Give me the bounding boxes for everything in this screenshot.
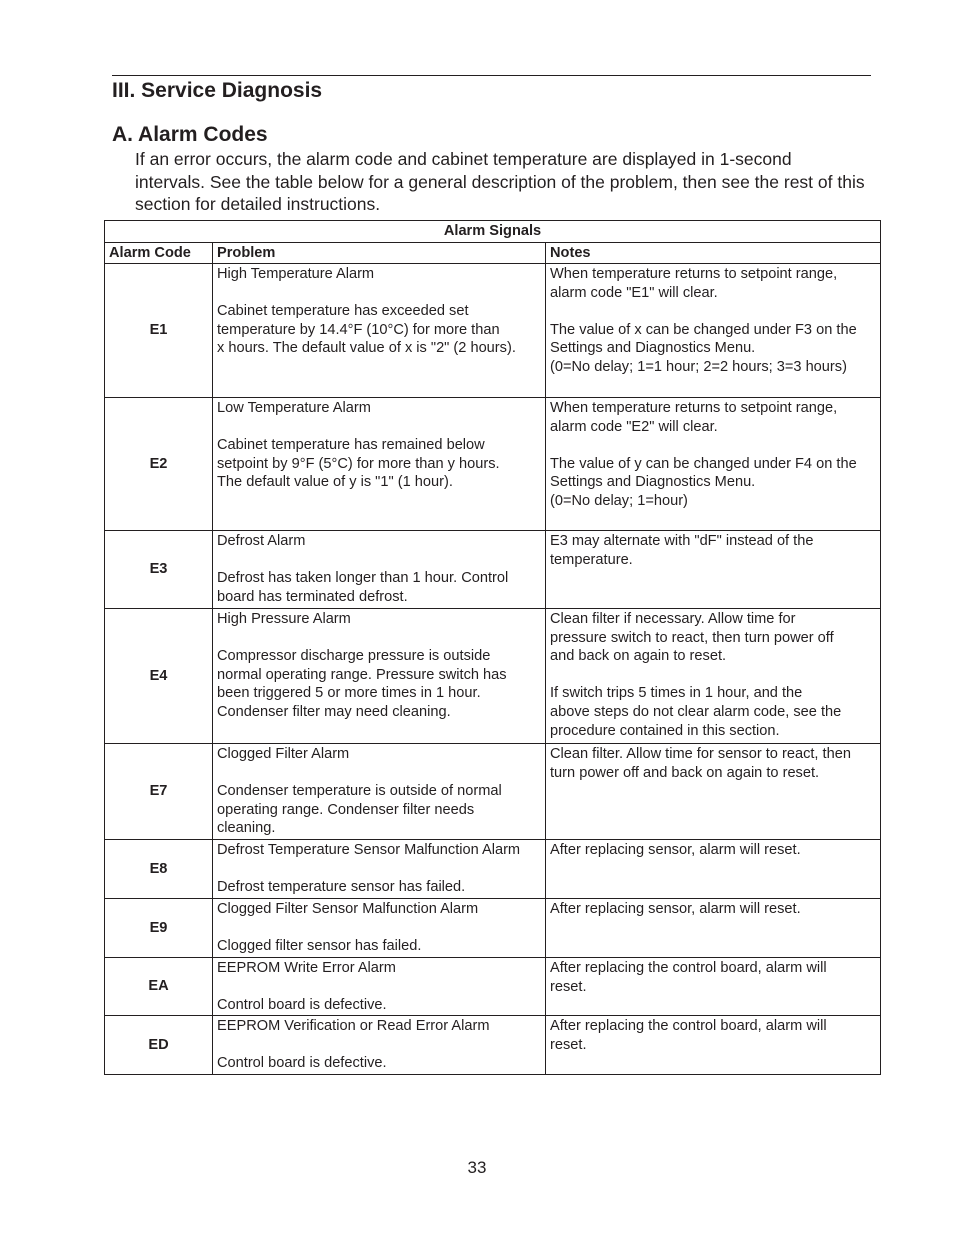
problem-title: High Temperature Alarm: [217, 266, 375, 282]
notes-line: E3 may alternate with "dF" instead of the: [550, 533, 814, 549]
problem-line: Cabinet temperature has exceeded set: [217, 303, 469, 320]
notes-line: turn power off and back on again to reset.: [550, 764, 820, 781]
notes-cell: [546, 899, 881, 958]
notes-line: procedure contained in this section.: [550, 722, 780, 739]
problem-title: High Pressure Alarm: [217, 611, 351, 627]
notes-cell: [546, 609, 881, 744]
notes-line: reset.: [550, 978, 587, 995]
problem-line: Defrost has taken longer than 1 hour. Control: [217, 570, 509, 587]
alarm-code-cell: E1: [105, 264, 213, 398]
problem-line: normal operating range. Pressure switch has: [217, 666, 507, 683]
table-row: [105, 899, 881, 958]
notes-cell: [546, 744, 881, 840]
notes-line: After replacing the control board, alarm will: [550, 960, 827, 976]
notes-line: After replacing sensor, alarm will reset.: [550, 842, 801, 858]
problem-line: Condenser temperature is outside of normal: [217, 783, 502, 800]
notes-line: Clean filter. Allow time for sensor to react, then: [550, 746, 851, 762]
problem-title: Defrost Alarm: [217, 533, 306, 549]
problem-line: Condenser filter may need cleaning.: [217, 703, 451, 720]
problem-line: operating range. Condenser filter needs: [217, 801, 475, 818]
problem-line: The default value of y is "1" (1 hour).: [217, 474, 453, 491]
alarm-code-cell: E9: [105, 899, 213, 958]
header-problem: Problem: [213, 243, 546, 264]
table-row: [105, 744, 881, 840]
table-row: [105, 264, 881, 398]
header-notes: Notes: [546, 243, 881, 264]
notes-cell: [546, 531, 881, 609]
header-alarm-code: Alarm Code: [105, 243, 213, 264]
problem-line: Defrost temperature sensor has failed.: [217, 879, 466, 896]
notes-line: alarm code "E1" will clear.: [550, 284, 718, 301]
problem-line: Cabinet temperature has remained below: [217, 437, 485, 454]
problem-line: cleaning.: [217, 820, 276, 837]
notes-line: Settings and Diagnostics Menu.: [550, 340, 756, 357]
alarm-code-cell: E3: [105, 531, 213, 609]
problem-cell: [213, 609, 546, 744]
table-title: Alarm Signals: [105, 221, 881, 243]
intro-paragraph: If an error occurs, the alarm code and cabinet temperature are displayed in 1-second intervals. See the table below for a general description of the problem, then see the rest of this section for detailed instructions.: [135, 149, 865, 214]
problem-cell: [213, 744, 546, 840]
notes-line: After replacing sensor, alarm will reset.: [550, 901, 801, 917]
notes-line: alarm code "E2" will clear.: [550, 418, 718, 435]
problem-line: board has terminated defrost.: [217, 588, 408, 605]
notes-cell: [546, 958, 881, 1016]
problem-cell: [213, 899, 546, 958]
table-row: [105, 531, 881, 609]
alarm-code-cell: E8: [105, 840, 213, 899]
page-number: 33: [467, 1158, 487, 1177]
problem-title: EEPROM Write Error Alarm: [217, 960, 396, 976]
notes-line: If switch trips 5 times in 1 hour, and the: [550, 685, 803, 702]
alarm-code-cell: E2: [105, 398, 213, 531]
problem-cell: [213, 958, 546, 1016]
top-rule: [112, 75, 871, 76]
notes-line: (0=No delay; 1=hour): [550, 492, 688, 509]
problem-title: Clogged Filter Sensor Malfunction Alarm: [217, 901, 479, 917]
notes-cell: [546, 264, 881, 398]
problem-line: Control board is defective.: [217, 997, 387, 1014]
notes-line: The value of x can be changed under F3 on the: [550, 321, 857, 338]
table-row: [105, 840, 881, 899]
table-row: [105, 609, 881, 744]
notes-line: Settings and Diagnostics Menu.: [550, 474, 756, 491]
alarm-code-cell: E4: [105, 609, 213, 744]
notes-line: above steps do not clear alarm code, see the: [550, 703, 842, 720]
notes-line: When temperature returns to setpoint range,: [550, 400, 838, 416]
problem-cell: [213, 398, 546, 531]
alarm-code-cell: ED: [105, 1016, 213, 1075]
notes-cell: [546, 1016, 881, 1075]
problem-cell: [213, 840, 546, 899]
problem-cell: [213, 531, 546, 609]
problem-line: Clogged filter sensor has failed.: [217, 938, 422, 955]
notes-line: temperature.: [550, 551, 633, 568]
notes-line: pressure switch to react, then turn power off: [550, 629, 834, 646]
problem-title: Defrost Temperature Sensor Malfunction Alarm: [217, 842, 521, 858]
problem-title: Low Temperature Alarm: [217, 400, 371, 416]
problem-title: Clogged Filter Alarm: [217, 746, 350, 762]
notes-line: Clean filter if necessary. Allow time for: [550, 611, 796, 627]
notes-line: and back on again to reset.: [550, 648, 727, 665]
notes-line: reset.: [550, 1036, 587, 1053]
problem-line: x hours. The default value of x is "2" (2 hours).: [217, 340, 516, 357]
problem-line: been triggered 5 or more times in 1 hour.: [217, 685, 481, 702]
notes-line: After replacing the control board, alarm will: [550, 1018, 827, 1034]
table-row: [105, 1016, 881, 1075]
problem-cell: [213, 1016, 546, 1075]
problem-line: Control board is defective.: [217, 1055, 387, 1072]
table-row: [105, 958, 881, 1016]
problem-cell: [213, 264, 546, 398]
table-body: [105, 264, 881, 1075]
notes-line: (0=No delay; 1=1 hour; 2=2 hours; 3=3 hours): [550, 358, 847, 375]
problem-title: EEPROM Verification or Read Error Alarm: [217, 1018, 490, 1034]
problem-line: temperature by 14.4°F (10°C) for more than: [217, 321, 500, 338]
subsection-heading: A. Alarm Codes: [112, 123, 268, 146]
alarm-signals-table: [104, 220, 881, 1075]
notes-cell: [546, 398, 881, 531]
notes-line: When temperature returns to setpoint range,: [550, 266, 838, 282]
alarm-code-cell: EA: [105, 958, 213, 1016]
problem-line: setpoint by 9°F (5°C) for more than y hours.: [217, 455, 500, 472]
alarm-code-cell: E7: [105, 744, 213, 840]
notes-cell: [546, 840, 881, 899]
notes-line: The value of y can be changed under F4 on the: [550, 455, 857, 472]
table-row: [105, 398, 881, 531]
problem-line: Compressor discharge pressure is outside: [217, 648, 491, 665]
section-heading: III. Service Diagnosis: [112, 79, 323, 102]
